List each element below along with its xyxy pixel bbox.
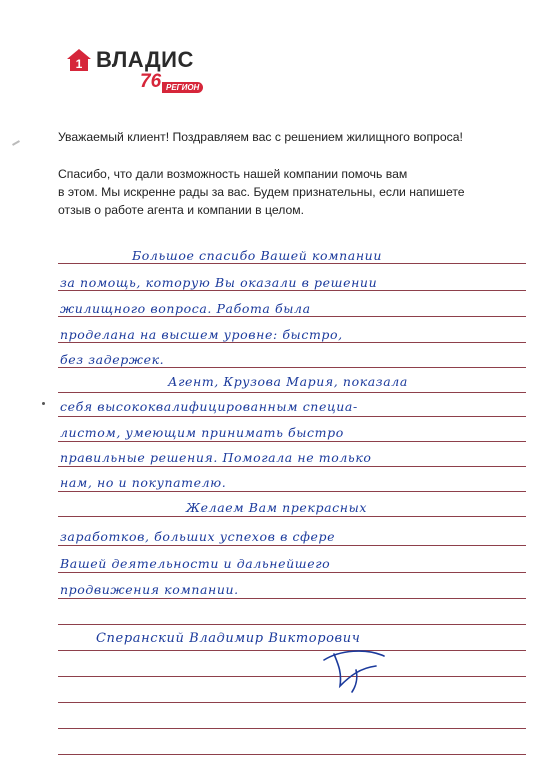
handwritten-line: нам, но и покупателю. bbox=[60, 475, 227, 490]
handwritten-line: заработков, больших успехов в сфере bbox=[60, 529, 336, 544]
thanks-paragraph bbox=[58, 165, 528, 219]
ruled-line bbox=[58, 491, 526, 492]
handwritten-line: продвижения компании. bbox=[60, 582, 239, 597]
margin-mark bbox=[12, 140, 20, 146]
handwritten-line: за помощь, которую Вы оказали в решении bbox=[60, 275, 378, 290]
ruled-line bbox=[58, 624, 526, 625]
ruled-line bbox=[58, 516, 526, 517]
ruled-line bbox=[58, 316, 526, 317]
handwritten-line: проделана на высшем уровне: быстро, bbox=[60, 327, 343, 342]
ruled-line bbox=[58, 342, 526, 343]
ruled-line bbox=[58, 263, 526, 264]
greeting-text: Уважаемый клиент! Поздравляем вас с решением жилищного вопроса! bbox=[58, 130, 463, 144]
ruled-line bbox=[58, 441, 526, 442]
handwritten-line: Агент, Крузова Мария, показала bbox=[168, 374, 408, 389]
ruled-line bbox=[58, 702, 526, 703]
region-number: 76 bbox=[140, 71, 162, 92]
ruled-line bbox=[58, 676, 526, 677]
ruled-line bbox=[58, 416, 526, 417]
ruled-line bbox=[58, 572, 526, 573]
handwritten-line: жилищного вопроса. Работа была bbox=[60, 301, 311, 316]
ruled-line bbox=[58, 754, 526, 755]
handwritten-line: листом, умеющим принимать быстро bbox=[60, 425, 344, 440]
region-word: РЕГИОН bbox=[162, 82, 203, 93]
handwritten-line: Большое спасибо Вашей компании bbox=[132, 248, 382, 263]
house-with-1-icon bbox=[66, 48, 92, 72]
brand-name: ВЛАДИС bbox=[96, 47, 194, 72]
thanks-line: в этом. Мы искренне рады за вас. Будем признательны, если напишете bbox=[58, 185, 465, 199]
handwritten-line: правильные решения. Помогала не только bbox=[60, 450, 372, 465]
signature-name: Сперанский Владимир Викторович bbox=[96, 631, 361, 646]
ruled-line bbox=[58, 290, 526, 291]
ruled-line bbox=[58, 650, 526, 651]
company-logo bbox=[66, 44, 206, 96]
ruled-line bbox=[58, 598, 526, 599]
ruled-line bbox=[58, 392, 526, 393]
handwritten-line: Вашей деятельности и дальнейшего bbox=[60, 556, 331, 571]
region-badge bbox=[138, 72, 208, 94]
ruled-line bbox=[58, 728, 526, 729]
thanks-line: отзыв о работе агента и компании в целом. bbox=[58, 203, 304, 217]
signature-icon bbox=[320, 646, 390, 696]
handwritten-line: без задержек. bbox=[60, 352, 165, 367]
thanks-line: Спасибо, что дали возможность нашей компании помочь вам bbox=[58, 167, 408, 181]
handwritten-line: Желаем Вам прекрасных bbox=[186, 500, 367, 515]
svg-text:1: 1 bbox=[75, 57, 83, 71]
handwritten-line: себя высококвалифицированным специа- bbox=[60, 399, 358, 414]
margin-dot bbox=[42, 402, 45, 405]
ruled-line bbox=[58, 367, 526, 368]
ruled-line bbox=[58, 466, 526, 467]
ruled-line bbox=[58, 545, 526, 546]
